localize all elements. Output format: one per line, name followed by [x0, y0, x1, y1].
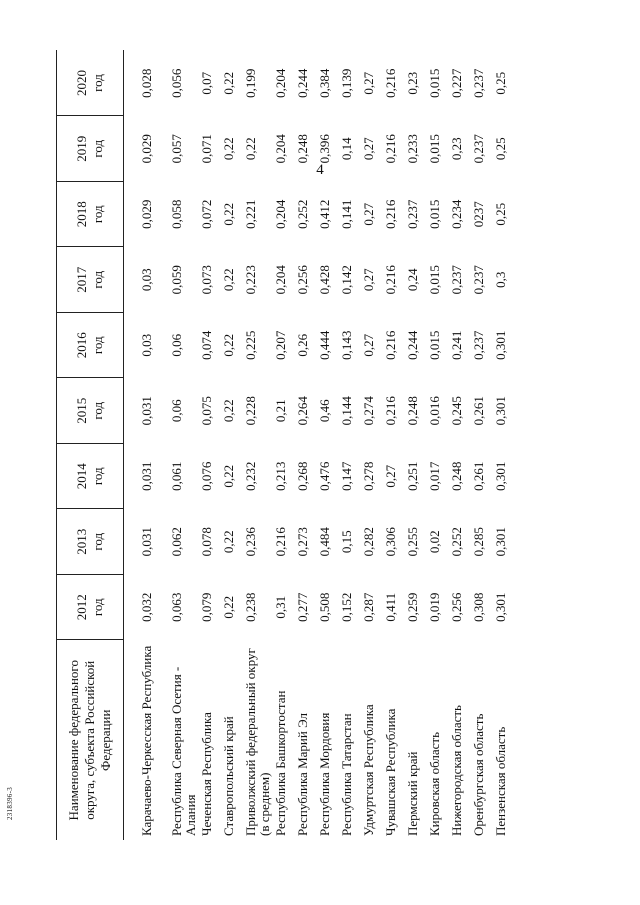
value-cell: 0237: [471, 201, 486, 228]
value-cell: 0,285: [471, 527, 486, 557]
region-name-cell: Республика Северная Осетия - Алания: [169, 666, 198, 836]
value-cell: 0,216: [383, 68, 398, 98]
region-name-cell: Нижегородская область: [449, 705, 464, 836]
value-cell: 0,143: [339, 330, 354, 360]
value-cell: 0,237: [471, 134, 486, 164]
value-cell: 0,255: [405, 527, 420, 557]
region-name-cell: Карачаево-Черкесская Республика: [139, 645, 154, 836]
header-year: [57, 116, 124, 182]
value-cell: 0,216: [383, 396, 398, 426]
value-cell: 0,14: [339, 137, 354, 161]
data-table: [56, 51, 516, 841]
value-cell: 0,015: [427, 265, 442, 295]
value-cell: 0,245: [449, 396, 464, 426]
table-header-row: [57, 51, 124, 841]
value-cell: 0,301: [493, 527, 508, 557]
header-year-number: 2018: [74, 201, 89, 228]
value-cell: 0,06: [169, 399, 184, 423]
header-year: [57, 247, 124, 313]
value-cell: 0,15: [339, 530, 354, 554]
value-cell: 0,306: [383, 527, 398, 557]
value-cell: 0,204: [273, 134, 288, 164]
header-year-number: 2015: [74, 397, 89, 424]
value-cell: 0,27: [361, 71, 376, 95]
table-row: [362, 51, 384, 841]
value-cell: 0,22: [221, 71, 236, 95]
value-cell: 0,278: [361, 461, 376, 491]
value-cell: 0,384: [317, 68, 332, 98]
region-name-cell: Удмуртская Республика: [361, 704, 376, 836]
value-cell: 0,03: [139, 268, 154, 292]
value-cell: 0,277: [295, 592, 310, 622]
value-cell: 0,015: [427, 330, 442, 360]
value-cell: 0,074: [199, 330, 214, 360]
value-cell: 0,261: [471, 396, 486, 426]
value-cell: 0,444: [317, 330, 332, 360]
value-cell: 0,22: [243, 137, 258, 161]
value-cell: 0,076: [199, 461, 214, 491]
value-cell: 0,216: [383, 134, 398, 164]
value-cell: 0,139: [339, 68, 354, 98]
value-cell: 0,412: [317, 199, 332, 229]
value-cell: 0,396: [317, 134, 332, 164]
value-cell: 0,25: [493, 71, 508, 95]
header-year: [57, 313, 124, 379]
value-cell: 0,152: [339, 592, 354, 622]
value-cell: 0,22: [221, 399, 236, 423]
value-cell: 0,264: [295, 396, 310, 426]
value-cell: 0,028: [139, 68, 154, 98]
region-name-cell: Республика Татарстан: [339, 713, 354, 836]
value-cell: 0,227: [449, 68, 464, 98]
table-row: [340, 51, 362, 841]
region-name-cell: Оренбургская область: [471, 713, 486, 836]
region-name-cell: Чеченская Республика: [199, 712, 214, 836]
region-name-cell: Пензенская область: [493, 726, 508, 836]
header-year-number: 2019: [74, 135, 89, 162]
value-cell: 0,268: [295, 461, 310, 491]
value-cell: 0,411: [383, 592, 398, 622]
value-cell: 0,031: [139, 461, 154, 491]
region-name-cell: Приволжский федеральный округ (в среднем): [243, 648, 272, 836]
value-cell: 0,078: [199, 527, 214, 557]
value-cell: 0,237: [449, 265, 464, 295]
header-name: Наименование федерального округа, субъекта Российской Федерации: [57, 640, 124, 840]
value-cell: 0,238: [243, 592, 258, 622]
value-cell: 0,207: [273, 330, 288, 360]
value-cell: 0,141: [339, 199, 354, 229]
table-row: [472, 51, 494, 841]
table-row: [124, 51, 171, 841]
value-cell: 0,216: [273, 527, 288, 557]
value-cell: 0,221: [243, 199, 258, 229]
value-cell: 0,029: [139, 199, 154, 229]
value-cell: 0,228: [243, 396, 258, 426]
header-year: [57, 575, 124, 641]
table-row: [200, 51, 222, 841]
value-cell: 0,232: [243, 461, 258, 491]
value-cell: 0,073: [199, 265, 214, 295]
value-cell: 0,301: [493, 396, 508, 426]
value-cell: 0,216: [383, 199, 398, 229]
value-cell: 0,27: [361, 137, 376, 161]
header-year-unit: год: [90, 139, 105, 158]
value-cell: 0,204: [273, 68, 288, 98]
header-year-unit: год: [90, 467, 105, 486]
document-code: 2318396-3: [6, 786, 14, 820]
table-body: [124, 51, 517, 841]
value-cell: 0,259: [405, 592, 420, 622]
value-cell: 0,223: [243, 265, 258, 295]
value-cell: 0,22: [221, 268, 236, 292]
value-cell: 0,059: [169, 265, 184, 295]
value-cell: 0,244: [405, 330, 420, 360]
value-cell: 0,24: [405, 268, 420, 292]
value-cell: 0,063: [169, 592, 184, 622]
value-cell: 0,248: [295, 134, 310, 164]
value-cell: 0,216: [383, 330, 398, 360]
table-row: [494, 51, 516, 841]
value-cell: 0,015: [427, 134, 442, 164]
value-cell: 0,27: [383, 464, 398, 488]
value-cell: 0,274: [361, 396, 376, 426]
table-row: [222, 51, 244, 841]
header-year: [57, 444, 124, 510]
header-year-unit: год: [90, 401, 105, 420]
value-cell: 0,234: [449, 199, 464, 229]
table-row: [274, 51, 296, 841]
value-cell: 0,27: [361, 268, 376, 292]
header-year-number: 2020: [74, 70, 89, 96]
region-name-cell: Республика Башкортостан: [273, 690, 288, 836]
value-cell: 0,061: [169, 461, 184, 491]
value-cell: 0,07: [199, 71, 214, 95]
value-cell: 0,216: [383, 265, 398, 295]
value-cell: 0,21: [273, 399, 288, 423]
table-row: [406, 51, 428, 841]
region-name-cell: Чувашская Республика: [383, 708, 398, 836]
value-cell: 0,213: [273, 461, 288, 491]
header-year-unit: год: [90, 205, 105, 224]
value-cell: 0,26: [295, 333, 310, 357]
value-cell: 0,237: [471, 68, 486, 98]
value-cell: 0,032: [139, 592, 154, 622]
rotated-table-container: [56, 54, 576, 840]
value-cell: 0,3: [493, 271, 508, 288]
value-cell: 0,256: [295, 265, 310, 295]
value-cell: 0,428: [317, 265, 332, 295]
value-cell: 0,244: [295, 68, 310, 98]
value-cell: 0,287: [361, 592, 376, 622]
header-year-unit: год: [90, 74, 105, 92]
value-cell: 0,199: [243, 68, 258, 98]
header-year: [57, 51, 124, 117]
value-cell: 0,03: [139, 333, 154, 357]
header-year-unit: год: [90, 270, 105, 289]
header-year: [57, 182, 124, 248]
header-year-unit: год: [90, 336, 105, 355]
table-row: [296, 51, 318, 841]
value-cell: 0,142: [339, 265, 354, 295]
value-cell: 0,22: [221, 595, 236, 619]
region-name-cell: Республика Марий Эл: [295, 713, 310, 836]
header-year-unit: год: [90, 532, 105, 551]
value-cell: 0,25: [493, 202, 508, 226]
value-cell: 0,241: [449, 330, 464, 360]
value-cell: 0,02: [427, 530, 442, 554]
value-cell: 0,282: [361, 527, 376, 557]
table-row: [428, 51, 450, 841]
value-cell: 0,273: [295, 527, 310, 557]
value-cell: 0,062: [169, 527, 184, 557]
value-cell: 0,072: [199, 199, 214, 229]
value-cell: 0,233: [405, 134, 420, 164]
value-cell: 0,015: [427, 68, 442, 98]
value-cell: 0,237: [471, 330, 486, 360]
header-year-number: 2012: [74, 594, 89, 621]
table-row: [450, 51, 472, 841]
value-cell: 0,251: [405, 461, 420, 491]
value-cell: 0,237: [471, 265, 486, 295]
value-cell: 0,31: [273, 595, 288, 619]
value-cell: 0,057: [169, 134, 184, 164]
value-cell: 0,019: [427, 592, 442, 622]
value-cell: 0,248: [449, 461, 464, 491]
value-cell: 0,237: [405, 199, 420, 229]
value-cell: 0,204: [273, 265, 288, 295]
value-cell: 0,22: [221, 333, 236, 357]
value-cell: 0,071: [199, 134, 214, 164]
value-cell: 0,22: [221, 530, 236, 554]
header-year: [57, 509, 124, 575]
value-cell: 0,27: [361, 202, 376, 226]
value-cell: 0,484: [317, 527, 332, 557]
header-year-number: 2014: [74, 463, 89, 490]
value-cell: 0,204: [273, 199, 288, 229]
value-cell: 0,27: [361, 333, 376, 357]
region-name-cell: Ставропольский край: [221, 716, 236, 836]
header-year-number: 2013: [74, 528, 89, 555]
region-name-cell: Кировская область: [427, 731, 442, 836]
page-number: 4: [316, 162, 324, 178]
region-name-cell: Республика Мордовия: [317, 712, 332, 836]
value-cell: 0,079: [199, 592, 214, 622]
value-cell: 0,029: [139, 134, 154, 164]
header-year-number: 2017: [74, 266, 89, 293]
value-cell: 0,015: [427, 199, 442, 229]
value-cell: 0,252: [295, 199, 310, 229]
value-cell: 0,058: [169, 199, 184, 229]
value-cell: 0,016: [427, 396, 442, 426]
value-cell: 0,46: [317, 399, 332, 423]
value-cell: 0,301: [493, 592, 508, 622]
table-row: [384, 51, 406, 841]
value-cell: 0,23: [405, 71, 420, 95]
table-row: [318, 51, 340, 841]
value-cell: 0,252: [449, 527, 464, 557]
header-year-unit: год: [90, 598, 105, 617]
region-name-cell: Пермский край: [405, 751, 420, 836]
value-cell: 0,22: [221, 137, 236, 161]
value-cell: 0,031: [139, 527, 154, 557]
value-cell: 0,225: [243, 330, 258, 360]
value-cell: 0,06: [169, 333, 184, 357]
value-cell: 0,256: [449, 592, 464, 622]
value-cell: 0,248: [405, 396, 420, 426]
header-year-number: 2016: [74, 332, 89, 359]
table-row: [244, 51, 274, 841]
value-cell: 0,147: [339, 461, 354, 491]
value-cell: 0,23: [449, 137, 464, 161]
value-cell: 0,476: [317, 461, 332, 491]
value-cell: 0,261: [471, 461, 486, 491]
table-row: [170, 51, 200, 841]
value-cell: 0,031: [139, 396, 154, 426]
value-cell: 0,22: [221, 464, 236, 488]
value-cell: 0,017: [427, 461, 442, 491]
value-cell: 0,056: [169, 68, 184, 98]
value-cell: 0,22: [221, 202, 236, 226]
value-cell: 0,508: [317, 592, 332, 622]
value-cell: 0,301: [493, 461, 508, 491]
value-cell: 0,301: [493, 330, 508, 360]
header-year: [57, 378, 124, 444]
value-cell: 0,308: [471, 592, 486, 622]
value-cell: 0,144: [339, 396, 354, 426]
value-cell: 0,236: [243, 527, 258, 557]
value-cell: 0,075: [199, 396, 214, 426]
value-cell: 0,25: [493, 137, 508, 161]
